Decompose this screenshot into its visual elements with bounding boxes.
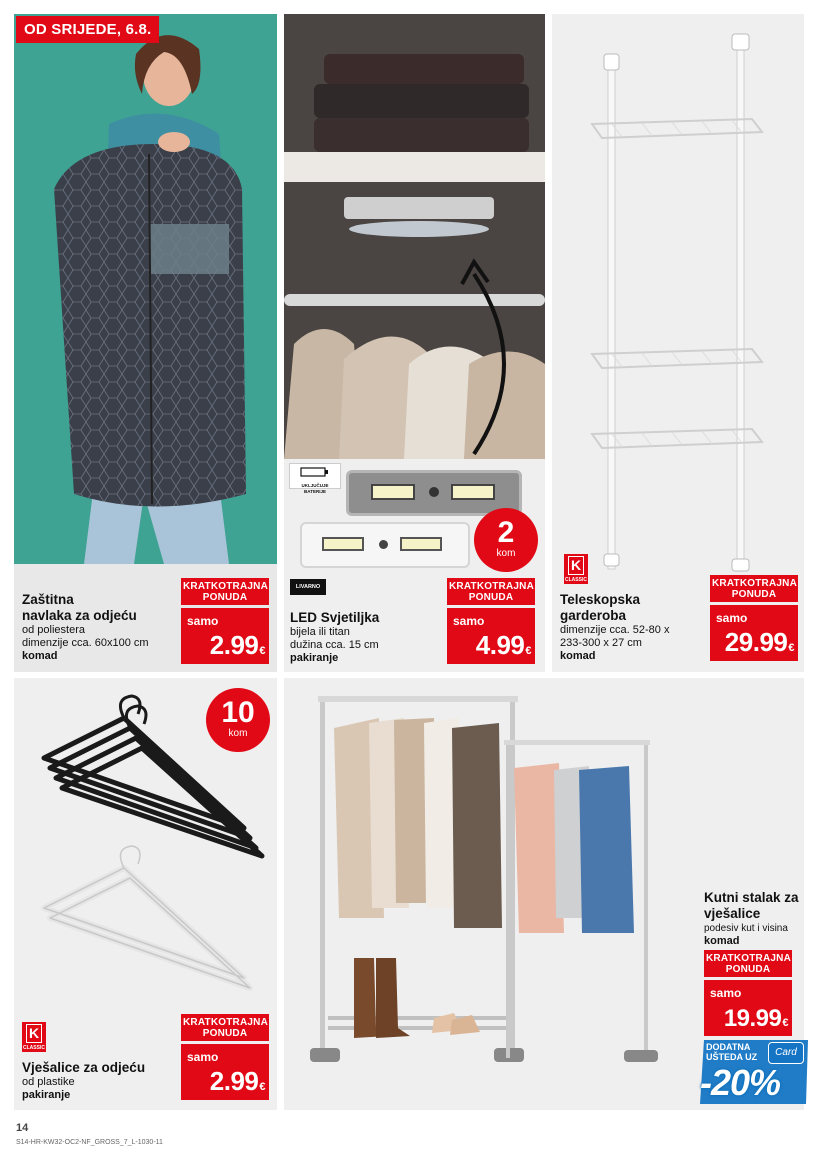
price-value: 4.99 (475, 630, 525, 660)
offer-tag (181, 578, 269, 605)
garment-bag-title-1: Zaštitna (22, 592, 74, 607)
power-button-icon (379, 540, 388, 549)
hangers-material: od plastike (22, 1076, 75, 1088)
garment-bag-unit: komad (22, 650, 58, 662)
offer-tag-line-1: KRATKOTRAJNA (449, 581, 534, 592)
offer-tag-line-2: PONUDA (202, 1028, 248, 1039)
led-count-badge (474, 508, 538, 572)
offer-tag (704, 950, 792, 977)
led-light-unit: pakiranje (290, 652, 339, 664)
offer-tag-line-1: KRATKOTRAJNA (712, 578, 797, 589)
price-value: 29.99 (724, 627, 788, 657)
price-value: 2.99 (209, 1066, 259, 1096)
wardrobe-deal (710, 575, 798, 661)
currency: € (259, 645, 265, 657)
price-box (181, 608, 269, 664)
samo-label: samo (710, 986, 742, 1000)
currency: € (525, 645, 531, 657)
k-classic-logo (22, 1022, 46, 1052)
samo-label: samo (187, 614, 219, 628)
currency: € (259, 1081, 265, 1093)
promo-percent: -20% (700, 1062, 781, 1103)
rack-adjustable: podesiv kut i visina (704, 923, 788, 934)
wardrobe-unit: komad (560, 650, 596, 662)
wardrobe-dimensions-2: 233-300 x 27 cm (560, 637, 642, 649)
hangers-price (210, 1066, 265, 1097)
garment-bag-info (22, 592, 192, 663)
wardrobe-photo (552, 14, 804, 574)
samo-label: samo (716, 611, 748, 625)
garment-bag-title-2: navlaka za odjeću (22, 608, 137, 623)
promo-line-1: DODATNA (706, 1042, 751, 1052)
garment-bag-deal (181, 578, 269, 664)
led-lamp-white (300, 522, 470, 568)
card-icon: Card (768, 1042, 804, 1064)
page-number: 14 (16, 1122, 29, 1134)
battery-note (289, 463, 341, 494)
samo-label: samo (187, 1050, 219, 1064)
hangers-unit: pakiranje (22, 1089, 71, 1101)
product-panel-led-light[interactable] (284, 14, 545, 672)
garment-bag-photo (14, 14, 277, 564)
livarno-logo: LIVARNO (290, 579, 326, 595)
offer-tag-line-1: KRATKOTRAJNA (183, 1017, 268, 1028)
offer-tag-line-2: PONUDA (725, 964, 771, 975)
offer-tag-line-1: KRATKOTRAJNA (183, 581, 268, 592)
wardrobe-dimensions-1: dimenzije cca. 52-80 x (560, 624, 670, 636)
price-box (181, 1044, 269, 1100)
count-number: 10 (221, 696, 255, 729)
price-box (704, 980, 792, 1036)
classic-text: CLASSIC (565, 577, 587, 583)
offer-tag (710, 575, 798, 602)
led-light-photo (284, 14, 545, 459)
currency: € (788, 642, 794, 654)
price-value: 19.99 (723, 1005, 782, 1032)
led-light-deal (447, 578, 535, 664)
rack-title-1: Kutni stalak za (704, 890, 799, 905)
price-value: 2.99 (209, 630, 259, 660)
garment-bag-dimensions: dimenzije cca. 60x100 cm (22, 637, 149, 649)
offer-tag (181, 1014, 269, 1041)
k-classic-logo (564, 554, 588, 584)
promo-line-2: UŠTEDA UZ (706, 1052, 758, 1062)
date-badge: OD SRIJEDE, 6.8. (16, 16, 159, 43)
count-unit: kom (228, 728, 248, 739)
led-light-info (290, 610, 450, 665)
led-strip-right (400, 537, 442, 551)
hangers-title: Vješalice za odjeću (22, 1060, 146, 1075)
product-panel-garment-bag[interactable] (14, 14, 277, 672)
offer-tag-line-1: KRATKOTRAJNA (706, 953, 791, 964)
product-panel-hangers[interactable] (14, 678, 277, 1110)
offer-tag-line-2: PONUDA (468, 592, 514, 603)
count-unit: kom (496, 548, 516, 559)
samo-label: samo (453, 614, 485, 628)
count-number: 2 (497, 516, 515, 549)
led-strip-left (371, 484, 415, 500)
wardrobe-title-1: Teleskopska (560, 592, 641, 607)
rack-title-2: vješalice (704, 906, 761, 921)
battery-icon (300, 466, 330, 478)
led-light-color: bijela ili titan (290, 626, 350, 638)
garment-bag-material: od poliestera (22, 624, 85, 636)
rack-price (724, 1005, 788, 1033)
led-strip-left (322, 537, 364, 551)
wardrobe-info (560, 592, 720, 663)
rack-deal (704, 950, 792, 1036)
offer-tag (447, 578, 535, 605)
led-strip-right (451, 484, 495, 500)
footer-code: S14-HR-KW32-OC2-NF_GROSS_7_L-1030-11 (16, 1139, 163, 1146)
led-light-price (476, 630, 531, 661)
rack-unit: komad (704, 935, 740, 947)
wardrobe-title-2: garderoba (560, 608, 627, 623)
battery-note-label: UKLJUČUJE BATERIJE (301, 483, 329, 494)
product-panel-wardrobe[interactable] (552, 14, 804, 672)
hangers-deal (181, 1014, 269, 1100)
wardrobe-price (725, 627, 794, 658)
classic-text: CLASSIC (23, 1045, 45, 1051)
rack-info (704, 890, 804, 948)
hangers-count-badge (206, 688, 270, 752)
k-letter: K (26, 1024, 42, 1043)
power-button-icon (429, 487, 439, 497)
price-box (710, 605, 798, 661)
currency: € (782, 1017, 788, 1029)
offer-tag-line-2: PONUDA (731, 589, 777, 600)
garment-bag-price (210, 630, 265, 661)
hangers-info (22, 1060, 182, 1102)
offer-tag-line-2: PONUDA (202, 592, 248, 603)
led-light-title: LED Svjetiljka (290, 610, 380, 625)
card-discount-promo (700, 1040, 810, 1104)
promo-text (706, 1042, 757, 1062)
price-box (447, 608, 535, 664)
rack-photo (284, 678, 684, 1110)
led-light-length: dužina cca. 15 cm (290, 639, 379, 651)
k-letter: K (568, 556, 584, 575)
